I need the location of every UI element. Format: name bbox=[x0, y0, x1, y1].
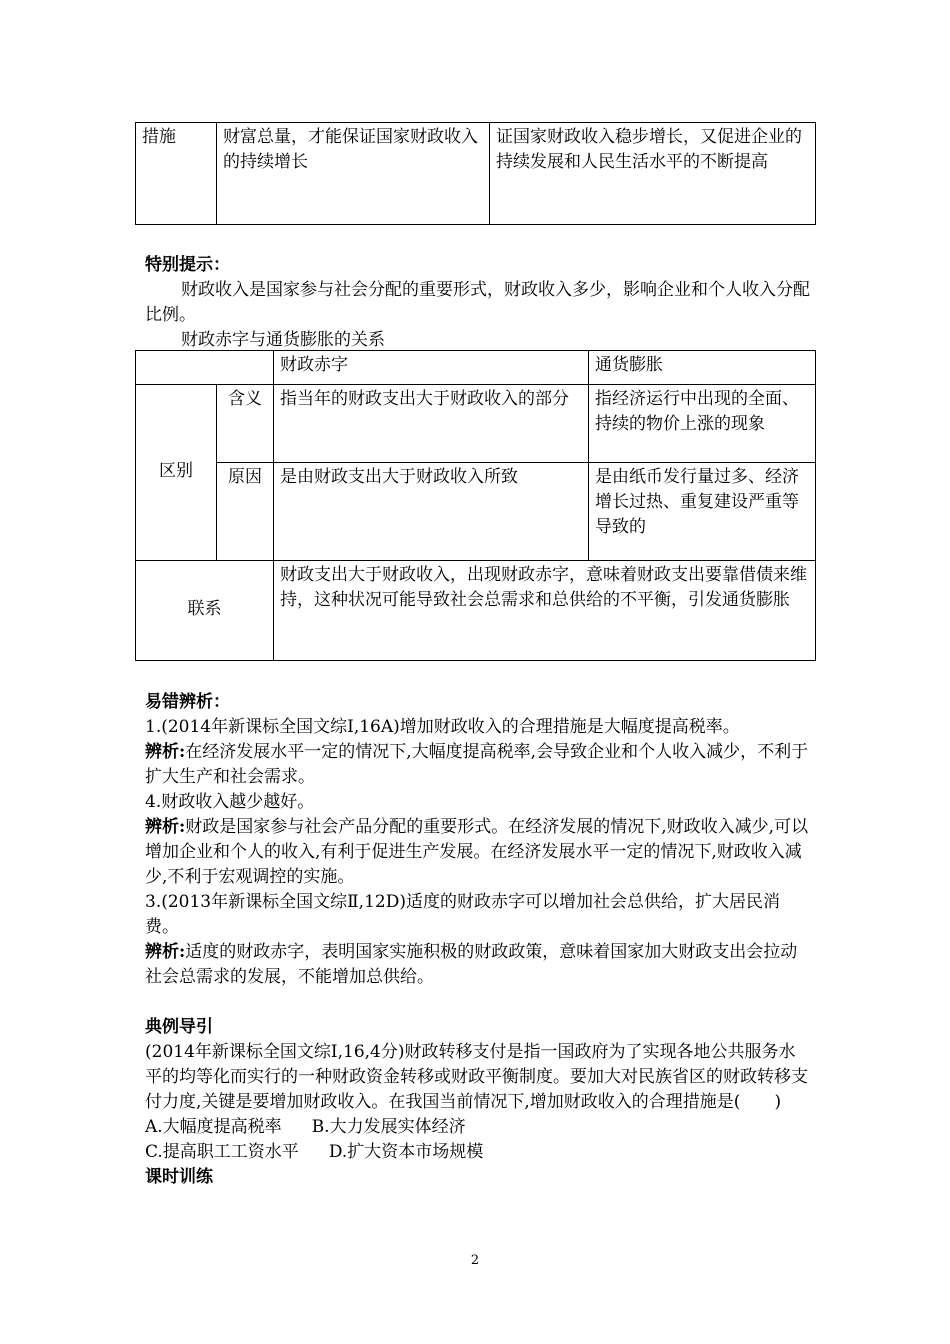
errors-heading: 易错辨析： bbox=[145, 692, 230, 712]
header-inflation: 通货膨胀 bbox=[589, 351, 816, 385]
meaning-deficit: 指当年的财政支出大于财政收入的部分 bbox=[274, 385, 589, 463]
option-d: D.扩大资本市场规模 bbox=[328, 1142, 484, 1162]
analysis-label: 辨析: bbox=[145, 742, 186, 762]
analysis-label: 辨析: bbox=[145, 817, 186, 837]
option-b: B.大力发展实体经济 bbox=[311, 1117, 466, 1137]
cause-label: 原因 bbox=[217, 463, 274, 561]
training-heading: 课时训练 bbox=[145, 1167, 213, 1187]
example-section bbox=[145, 1015, 810, 1190]
tip-heading: 特别提示： bbox=[145, 255, 230, 275]
connection-text: 财政支出大于财政收入，出现财政赤字，意味着财政支出要靠借债来维持，这种状况可能导致社会总需求和总供给的不平衡，引发通货膨胀 bbox=[274, 561, 816, 661]
measures-label: 措施 bbox=[136, 123, 217, 225]
tip-paragraph: 财政收入是国家参与社会分配的重要形式，财政收入多少，影响企业和个人收入分配比例。 bbox=[145, 280, 810, 325]
error-question-1: 1.(2014年新课标全国文综Ⅰ,16A)增加财政收入的合理措施是大幅度提高税率。 bbox=[145, 717, 740, 737]
error-question-2: 4.财政收入越少越好。 bbox=[145, 792, 315, 812]
error-answer-1 bbox=[145, 740, 810, 790]
tip-table-caption: 财政赤字与通货膨胀的关系 bbox=[181, 330, 385, 350]
special-tip bbox=[145, 253, 810, 353]
cause-deficit: 是由财政支出大于财政收入所致 bbox=[274, 463, 589, 561]
meaning-inflation: 指经济运行中出现的全面、持续的物价上涨的现象 bbox=[589, 385, 816, 463]
table-corner bbox=[136, 351, 274, 385]
error-answer-2 bbox=[145, 815, 810, 890]
analysis-label: 辨析: bbox=[145, 942, 186, 962]
analysis-text: 在经济发展水平一定的情况下,大幅度提高税率,会导致企业和个人收入减少，不利于扩大生产和社会需求。 bbox=[145, 742, 809, 787]
cause-inflation: 是由纸币发行量过多、经济增长过热、重复建设严重等导致的 bbox=[589, 463, 816, 561]
analysis-text: 财政是国家参与社会产品分配的重要形式。在经济发展的情况下,财政收入减少,可以增加企业和个人的收入,有利于促进生产发展。在经济发展水平一定的情况下,财政收入减少,不利于宏观调控的实施。 bbox=[145, 817, 809, 887]
analysis-text: 适度的财政赤字，表明国家实施积极的财政政策，意味着国家加大财政支出会拉动社会总需求的发展，不能增加总供给。 bbox=[145, 942, 798, 987]
distinction-label: 区别 bbox=[136, 385, 217, 561]
options-row-2 bbox=[145, 1140, 810, 1165]
meaning-label: 含义 bbox=[217, 385, 274, 463]
header-deficit: 财政赤字 bbox=[274, 351, 589, 385]
example-question: (2014年新课标全国文综Ⅰ,16,4分)财政转移支付是指一国政府为了实现各地公共服务水平的均等化而实行的一种财政资金转移或财政平衡制度。要加大对民族省区的财政转移支付力度,关键是要增加财政收入。在我国当前情况下,增加财政收入的合理措施是( ) bbox=[145, 1042, 808, 1112]
error-analysis bbox=[145, 690, 810, 990]
deficit-inflation-table bbox=[135, 350, 816, 661]
example-heading: 典例导引 bbox=[145, 1017, 213, 1037]
options-row-1 bbox=[145, 1115, 810, 1140]
connection-label: 联系 bbox=[136, 561, 274, 661]
measures-col3: 证国家财政收入稳步增长，又促进企业的持续发展和人民生活水平的不断提高 bbox=[490, 123, 816, 225]
error-question-3: 3.(2013年新课标全国文综Ⅱ,12D)适度的财政赤字可以增加社会总供给，扩大居民消费。 bbox=[145, 892, 780, 937]
measures-table bbox=[135, 122, 816, 225]
error-answer-3 bbox=[145, 940, 810, 990]
page-number: 2 bbox=[470, 1253, 480, 1268]
measures-col2: 财富总量，才能保证国家财政收入的持续增长 bbox=[217, 123, 490, 225]
option-c: C.提高职工工资水平 bbox=[145, 1142, 299, 1162]
option-a: A.大幅度提高税率 bbox=[145, 1117, 282, 1137]
